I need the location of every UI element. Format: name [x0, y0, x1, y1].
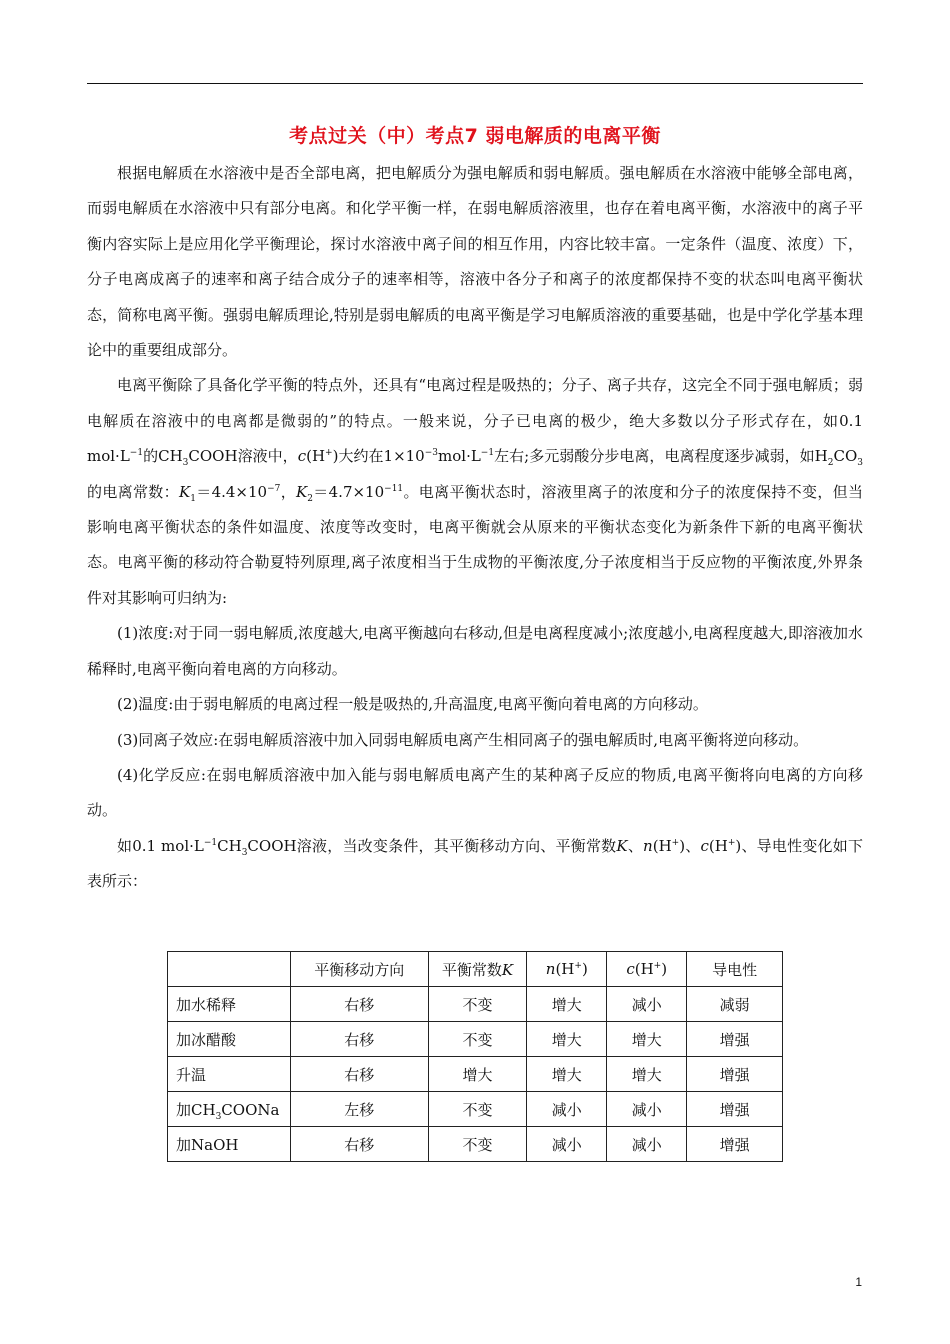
cell-constant: 不变: [428, 1022, 527, 1057]
header-cell-n-h: n(H+): [527, 952, 607, 987]
cell-condition: 加$CH_3COONa$: [168, 1092, 291, 1127]
cell-c-h: 减小: [607, 987, 687, 1022]
cell-condition: 加水稀释: [168, 987, 291, 1022]
cell-n-h: 减小: [527, 1092, 607, 1127]
list-item-temperature: (2)温度:由于弱电解质的电离过程一般是吸热的,升高温度,电离平衡向着电离的方向移动。: [117, 695, 708, 714]
cell-shift: 左移: [290, 1092, 428, 1127]
cell-condition: 加冰醋酸: [168, 1022, 291, 1057]
header-cell-shift: 平衡移动方向: [290, 952, 428, 987]
cell-n-h: 增大: [527, 987, 607, 1022]
paragraph-ionization-equilibrium: 电离平衡除了具备化学平衡的特点外，还具有“电离过程是吸热的；分子、离子共存，这完全不同于强电解质；弱电解质在溶液中的电离都是微弱的”的特点。一般来说，分子已电离的极少，绝大多数以分子形式存在，如0.1 $mol\cdot L^{-1}$的$CH_3COOH$溶液中，c(H+)大约在$1\times 10^{-3}mol\cdot L^{-1}$左右;多元弱酸分步电离，电离程度逐步减弱，如$H_2CO_3$的电离常数：$K_1=4.4\times 10^{-7}$，$K_2=4.7\times 10^{-11}$。电离平衡状态时，溶液里离子的浓度和分子的浓度保持不变，但当影响电离平衡状态的条件如温度、浓度等改变时，电离平衡就会从原来的平衡状态变化为新条件下新的电离平衡状态。电离平衡的移动符合勒夏特列原理,离子浓度相当于生成物的平衡浓度,分子浓度相当于反应物的平衡浓度,外界条件对其影响可归纳为:: [87, 376, 864, 607]
cell-c-h: 减小: [607, 1092, 687, 1127]
cell-conductivity: 增强: [687, 1127, 783, 1162]
header-cell-condition: [168, 952, 291, 987]
table-row: [168, 1092, 783, 1127]
cell-shift: 右移: [290, 1057, 428, 1092]
cell-c-h: 增大: [607, 1057, 687, 1092]
table-row: [168, 1022, 783, 1057]
cell-shift: 右移: [290, 1127, 428, 1162]
list-item-chemical-reaction: (4)化学反应:在弱电解质溶液中加入能与弱电解质电离产生的某种离子反应的物质,电离平衡将向电离的方向移动。: [87, 765, 863, 820]
cell-n-h: 减小: [527, 1127, 607, 1162]
equilibrium-table: [167, 951, 783, 1162]
document-body: [87, 156, 863, 900]
cell-constant: 不变: [428, 987, 527, 1022]
cell-conductivity: 增强: [687, 1092, 783, 1127]
table-row: [168, 987, 783, 1022]
table-row: [168, 1057, 783, 1092]
list-item-concentration: (1)浓度:对于同一弱电解质,浓度越大,电离平衡越向右移动,但是电离程度减小;浓度越小,电离程度越大,即溶液加水稀释时,电离平衡向着电离的方向移动。: [87, 624, 863, 678]
paragraph-intro: 根据电解质在水溶液中是否全部电离，把电解质分为强电解质和弱电解质。强电解质在水溶液中能够全部电离，而弱电解质在水溶液中只有部分电离。和化学平衡一样，在弱电解质溶液里，也存在着电离平衡，水溶液中的离子平衡内容实际上是应用化学平衡理论，探讨水溶液中离子间的相互作用，内容比较丰富。一定条件（温度、浓度）下，分子电离成离子的速率和离子结合成分子的速率相等，溶液中各分子和离子的浓度都保持不变的状态叫电离平衡状态，简称电离平衡。强弱电解质理论,特别是弱电解质的电离平衡是学习电解质溶液的重要基础，也是中学化学基本理论中的重要组成部分。: [87, 164, 863, 360]
table-row: [168, 1127, 783, 1162]
header-cell-c-h: c(H+): [607, 952, 687, 987]
cell-conductivity: 增强: [687, 1057, 783, 1092]
cell-constant: 不变: [428, 1092, 527, 1127]
cell-n-h: 增大: [527, 1022, 607, 1057]
cell-c-h: 减小: [607, 1127, 687, 1162]
cell-condition: 加NaOH: [168, 1127, 291, 1162]
cell-conductivity: 减弱: [687, 987, 783, 1022]
cell-conductivity: 增强: [687, 1022, 783, 1057]
cell-shift: 右移: [290, 1022, 428, 1057]
cell-n-h: 增大: [527, 1057, 607, 1092]
cell-constant: 增大: [428, 1057, 527, 1092]
header-rule: [87, 83, 863, 84]
page-number: 1: [855, 1275, 862, 1289]
page-title: 考点过关（中）考点7 弱电解质的电离平衡: [289, 125, 661, 147]
cell-c-h: 增大: [607, 1022, 687, 1057]
header-cell-conductivity: 导电性: [687, 952, 783, 987]
paragraph-table-intro: 如0.1 $mol\cdot L^{-1}CH_3COOH$溶液，当改变条件，其平衡移动方向、平衡常数K、n(H+)、c(H+)、导电性变化如下表所示：: [87, 836, 863, 891]
cell-shift: 右移: [290, 987, 428, 1022]
list-item-common-ion: (3)同离子效应:在弱电解质溶液中加入同弱电解质电离产生相同离子的强电解质时,电离平衡将逆向移动。: [117, 730, 809, 749]
header-cell-constant: 平衡常数K: [428, 952, 527, 987]
cell-constant: 不变: [428, 1127, 527, 1162]
cell-condition: 升温: [168, 1057, 291, 1092]
table-header-row: [168, 952, 783, 987]
